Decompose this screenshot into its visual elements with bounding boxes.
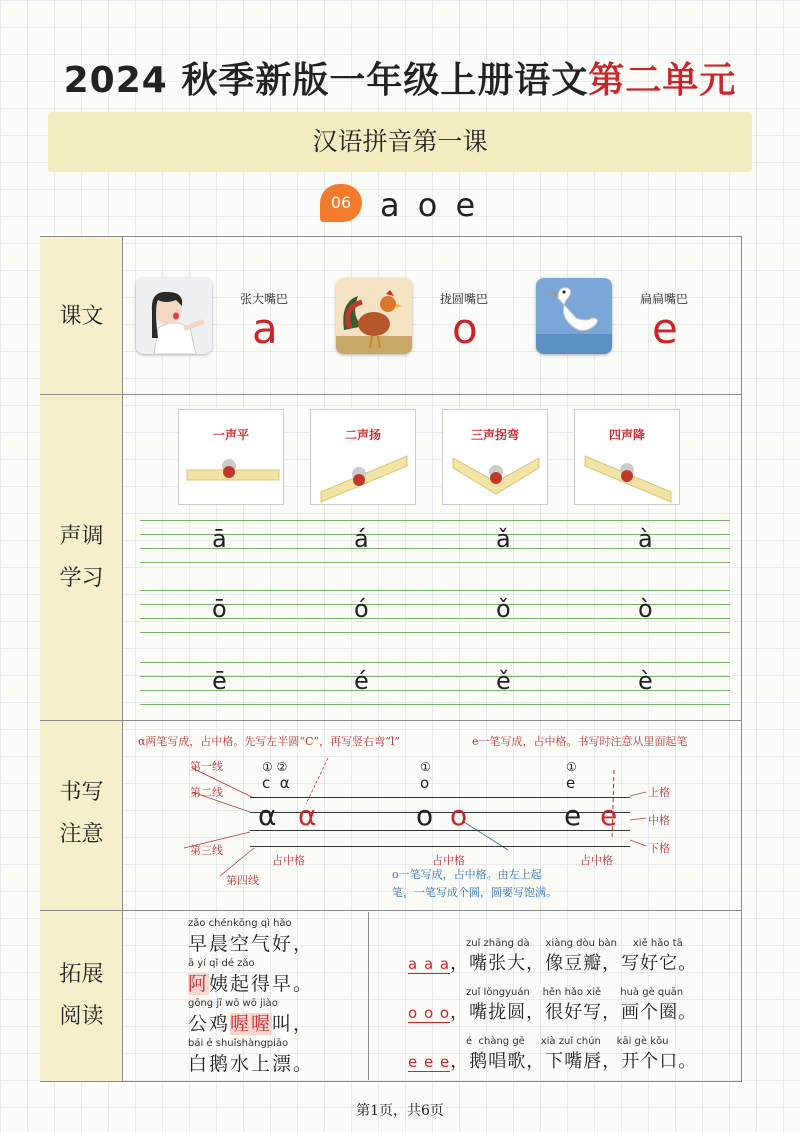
stroke-part-o: o xyxy=(420,774,430,792)
grid-line xyxy=(140,632,730,633)
grid-line xyxy=(140,704,730,705)
page-title xyxy=(0,52,800,103)
tone-card-label: 三声拐弯 xyxy=(470,428,519,442)
stroke-number: ① xyxy=(262,760,273,774)
letter-o: o xyxy=(452,304,478,353)
written-o-red: o xyxy=(450,799,468,832)
lesson-number-badge: 06 xyxy=(320,184,362,222)
label-line: 学习 xyxy=(59,566,104,591)
rhyme-pinyin: zuǐ lǒngyuán hěn hǎo xiě huà gè quān xyxy=(466,987,684,998)
poem-pinyin: zǎo chénkōng qì hǎo xyxy=(188,918,292,929)
stroke-part: c xyxy=(262,774,271,792)
girl-picture xyxy=(136,278,212,354)
title-main: 2024 秋季新版一年级上册语文 xyxy=(63,60,589,101)
written-a: α xyxy=(258,799,277,832)
rhyme-lead: e e e xyxy=(408,1053,451,1071)
poem-line xyxy=(188,969,314,996)
rhyme-line xyxy=(408,949,697,975)
rhyme-lead: o o o xyxy=(408,1004,451,1022)
writing-note-e: e一笔写成，占中格。书写时注意从里面起笔 xyxy=(472,735,688,748)
rhyme-line xyxy=(408,998,697,1024)
lesson-title: a o e xyxy=(380,186,480,224)
stroke-order-a xyxy=(262,760,287,774)
caption-e: 扁扁嘴巴 xyxy=(640,292,689,306)
poem-text: 姨起得早。 xyxy=(209,973,315,995)
subtitle-banner: 汉语拼音第一课 xyxy=(48,112,752,172)
tone-a2: á xyxy=(354,525,369,553)
label-line: 阅读 xyxy=(59,1004,104,1029)
tone-card-3 xyxy=(442,409,548,505)
section-label-shuxie xyxy=(40,772,123,856)
poem-pinyin: gōng jī wō wō jiào xyxy=(188,998,278,1009)
rhyme-pinyin: zuǐ zhāng dà xiàng dòu bàn xiě hǎo tā xyxy=(466,938,683,949)
stroke-order-e: ① xyxy=(566,760,577,774)
grid-label-middle: 中格 xyxy=(648,814,670,827)
writing-line-1 xyxy=(250,797,630,798)
title-accent: 第二单元 xyxy=(588,60,737,101)
tone-slope-icon xyxy=(575,450,681,504)
tone-card-label: 一声平 xyxy=(212,428,249,442)
row-divider xyxy=(40,910,742,911)
section-label-shengdiao xyxy=(40,516,123,600)
grid-line xyxy=(140,520,730,521)
row-divider xyxy=(40,394,742,395)
tone-e1: ē xyxy=(212,667,227,695)
tone-card-2 xyxy=(310,409,416,505)
writing-note-o-2: 笔，一笔写成个圆，圆要写饱满。 xyxy=(392,886,557,899)
letter-e: e xyxy=(652,304,678,353)
tone-e3: ě xyxy=(496,667,511,695)
zhong-ge-label-a: 占中格 xyxy=(272,854,305,867)
section-label-tuozhan xyxy=(40,954,123,1038)
grid-label-bottom: 下格 xyxy=(648,842,670,855)
writing-note-a: α两笔写成，占中格。先写左半圆“C”，再写竖右弯“l” xyxy=(138,735,400,748)
rhyme-text: ，嘴拢圆，很好写，画个圈。 xyxy=(450,1002,698,1023)
label-line: 拓展 xyxy=(59,962,104,987)
label-line: 书写 xyxy=(59,780,104,805)
rhymes xyxy=(408,938,697,1073)
written-e: e xyxy=(564,799,582,832)
tone-o4: ò xyxy=(638,595,653,623)
tone-slope-icon xyxy=(443,450,549,504)
tone-o2: ó xyxy=(354,595,369,623)
line-label-1: 第一线 xyxy=(190,760,223,773)
rooster-picture xyxy=(336,278,412,354)
tone-card-4 xyxy=(574,409,680,505)
section-label-kewen: 课文 xyxy=(59,304,104,329)
tone-e4: è xyxy=(638,667,653,695)
grid-line xyxy=(140,562,730,563)
rhyme-text: ，嘴张大，像豆瓣，写好它。 xyxy=(450,953,698,974)
poem xyxy=(188,918,314,1076)
stroke-part-e: e xyxy=(566,774,576,792)
written-o: o xyxy=(416,799,434,832)
stroke-order-o: ① xyxy=(420,760,431,774)
rhyme-pinyin: é chàng gē xià zuǐ chún kāi gè kǒu xyxy=(466,1036,669,1047)
grid-label-top: 上格 xyxy=(648,786,670,799)
tone-o3: ǒ xyxy=(496,595,511,623)
tone-card-label: 二声扬 xyxy=(344,428,381,442)
letter-a: a xyxy=(252,304,278,353)
tone-a1: ā xyxy=(212,525,227,553)
tone-slope-icon xyxy=(179,454,285,498)
tone-a3: ǎ xyxy=(496,525,511,553)
label-line: 注意 xyxy=(59,822,104,847)
highlight-char: 阿 xyxy=(188,973,210,995)
poem-line xyxy=(188,1009,314,1036)
line-label-3: 第三线 xyxy=(190,844,223,857)
poem-text: 公鸡 xyxy=(188,1013,231,1035)
poem-pinyin: bái é shuǐshàngpiāo xyxy=(188,1038,289,1049)
writing-note-o-1: o一笔写成，占中格。由左上起 xyxy=(392,868,542,881)
zhong-ge-label-e: 占中格 xyxy=(580,854,613,867)
stroke-parts-a xyxy=(262,774,290,792)
highlight-char: 喔喔 xyxy=(230,1013,273,1035)
writing-line-4 xyxy=(250,846,630,847)
poem-line: 白鹅水上漂。 xyxy=(188,1053,315,1075)
label-line: 声调 xyxy=(59,524,104,549)
tone-card-label: 四声降 xyxy=(608,428,645,442)
poem-pinyin: ā yí qǐ dé zǎo xyxy=(188,958,255,969)
page-footer: 第1页，共6页 xyxy=(356,1103,444,1119)
line-label-4: 第四线 xyxy=(226,874,259,887)
goose-picture xyxy=(536,278,612,354)
tone-card-1 xyxy=(178,409,284,505)
tone-e2: é xyxy=(354,667,369,695)
rhyme-text: ，鹅唱歌，下嘴唇，开个口。 xyxy=(450,1051,698,1072)
reading-divider xyxy=(368,912,369,1080)
poem-text: 叫， xyxy=(272,1013,315,1035)
stroke-number: ② xyxy=(276,760,288,774)
poem-line: 早晨空气好， xyxy=(188,933,315,955)
stroke-part: α xyxy=(279,774,290,792)
line-label-2: 第二线 xyxy=(190,786,223,799)
tone-o1: ō xyxy=(212,595,227,623)
tone-a4: à xyxy=(638,525,653,553)
tone-slope-icon xyxy=(311,450,417,504)
grid-line xyxy=(140,662,730,663)
caption-o: 拢圆嘴巴 xyxy=(440,292,489,306)
caption-a: 张大嘴巴 xyxy=(240,292,289,306)
row-divider xyxy=(40,720,742,721)
written-a-red: α xyxy=(298,799,317,832)
zhong-ge-label-o: 占中格 xyxy=(432,854,465,867)
rhyme-lead: a a a xyxy=(408,955,451,973)
grid-line xyxy=(140,590,730,591)
rhyme-line xyxy=(408,1047,697,1073)
written-e-red: e xyxy=(600,799,618,832)
